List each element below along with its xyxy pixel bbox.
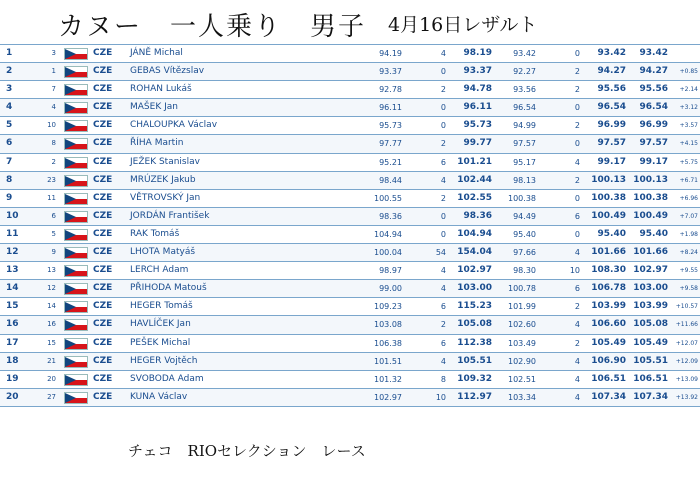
rank-cell: 12 <box>6 247 19 258</box>
czech-flag-icon <box>64 138 88 150</box>
run1-total: 112.38 <box>457 337 492 348</box>
run2-total: 99.17 <box>597 156 626 167</box>
run1-time: 103.08 <box>374 320 402 330</box>
run2-total: 106.90 <box>591 355 626 366</box>
run1-time: 98.36 <box>379 211 402 221</box>
run2-penalty: 0 <box>574 103 580 113</box>
best-result: 105.51 <box>633 355 668 366</box>
czech-flag-icon <box>64 338 88 350</box>
time-behind: +1.98 <box>679 230 698 238</box>
best-result: 105.08 <box>633 319 668 330</box>
rank-cell: 14 <box>6 283 19 294</box>
run2-time: 95.40 <box>513 229 536 239</box>
run2-time: 102.51 <box>508 374 536 384</box>
table-row <box>0 280 700 298</box>
run2-penalty: 4 <box>574 157 580 167</box>
run1-time: 104.94 <box>374 229 402 239</box>
table-row <box>0 298 700 316</box>
czech-flag-icon <box>64 319 88 331</box>
run1-time: 95.21 <box>379 157 402 167</box>
run1-penalty: 4 <box>440 49 446 58</box>
run2-time: 97.66 <box>513 248 536 258</box>
run2-penalty: 4 <box>574 374 580 384</box>
run1-penalty: 2 <box>440 139 446 149</box>
table-row <box>0 335 700 353</box>
footer-note: チェコ RIOセレクション レース <box>128 442 366 460</box>
rank-cell: 5 <box>6 120 13 131</box>
rank-cell: 1 <box>6 48 13 58</box>
run1-penalty: 6 <box>440 338 446 348</box>
run1-total: 109.32 <box>457 373 492 384</box>
rank-cell: 6 <box>6 138 13 149</box>
rank-cell: 4 <box>6 102 13 113</box>
run1-penalty: 2 <box>440 193 446 203</box>
czech-flag-icon <box>64 84 88 96</box>
rank-cell: 2 <box>6 66 13 77</box>
run2-total: 94.27 <box>597 66 626 77</box>
czech-flag-icon <box>64 211 88 223</box>
czech-flag-icon <box>64 175 88 187</box>
athlete-name: CHALOUPKA Václav <box>130 120 218 131</box>
run1-time: 101.51 <box>374 356 402 366</box>
rank-cell: 17 <box>6 337 19 348</box>
time-behind: +12.07 <box>675 339 698 347</box>
run2-total: 96.99 <box>597 120 626 131</box>
bib-number: 20 <box>47 374 56 383</box>
nation-code: CZE <box>93 337 113 348</box>
czech-flag-icon <box>64 48 88 60</box>
run2-penalty: 2 <box>574 338 580 348</box>
best-result: 100.49 <box>633 210 668 221</box>
run2-time: 92.27 <box>513 67 536 77</box>
run2-total: 100.49 <box>591 210 626 221</box>
run2-time: 93.56 <box>513 85 536 95</box>
run1-penalty: 4 <box>440 175 446 185</box>
best-result: 101.66 <box>633 247 668 258</box>
run2-penalty: 4 <box>574 320 580 330</box>
run2-time: 97.57 <box>513 139 536 149</box>
bib-number: 6 <box>51 211 56 220</box>
run1-penalty: 10 <box>435 392 446 402</box>
table-row <box>0 226 700 244</box>
run1-time: 99.00 <box>379 284 402 294</box>
best-result: 103.00 <box>633 283 668 294</box>
nation-code: CZE <box>93 120 113 131</box>
czech-flag-icon <box>64 356 88 368</box>
nation-code: CZE <box>93 48 113 58</box>
bib-number: 8 <box>51 139 56 148</box>
run1-penalty: 4 <box>440 356 446 366</box>
run2-penalty: 2 <box>574 67 580 77</box>
bib-number: 1 <box>51 67 56 76</box>
run1-total: 98.19 <box>463 48 492 58</box>
run2-penalty: 4 <box>574 356 580 366</box>
nation-code: CZE <box>93 102 113 113</box>
run2-time: 94.49 <box>513 211 536 221</box>
czech-flag-icon <box>64 66 88 78</box>
athlete-name: LERCH Adam <box>130 265 189 276</box>
time-behind: +3.12 <box>679 104 698 112</box>
bib-number: 5 <box>51 229 56 238</box>
run2-time: 98.13 <box>513 175 536 185</box>
run2-time: 93.42 <box>513 49 536 58</box>
table-row <box>0 117 700 135</box>
bib-number: 27 <box>47 392 56 401</box>
athlete-name: RAK Tomáš <box>130 228 180 239</box>
czech-flag-icon <box>64 102 88 114</box>
nation-code: CZE <box>93 174 113 185</box>
run2-penalty: 6 <box>574 211 580 221</box>
run1-time: 101.32 <box>374 374 402 384</box>
table-row <box>0 389 700 407</box>
run1-total: 112.97 <box>457 391 492 402</box>
run1-total: 102.55 <box>457 192 492 203</box>
time-behind: +6.71 <box>679 176 698 184</box>
run1-time: 96.11 <box>379 103 402 113</box>
time-behind: +6.96 <box>679 194 698 202</box>
time-behind: +10.57 <box>675 303 698 311</box>
table-row <box>0 63 700 81</box>
athlete-name: KUNA Václav <box>130 391 188 402</box>
nation-code: CZE <box>93 355 113 366</box>
run2-time: 95.17 <box>513 157 536 167</box>
czech-flag-icon <box>64 283 88 295</box>
run2-total: 106.51 <box>591 373 626 384</box>
best-result: 100.38 <box>633 192 668 203</box>
run1-time: 94.19 <box>379 49 402 58</box>
run1-total: 154.04 <box>457 247 492 258</box>
bib-number: 3 <box>51 49 56 57</box>
nation-code: CZE <box>93 210 113 221</box>
time-behind: +0.85 <box>679 68 698 76</box>
rank-cell: 7 <box>6 156 13 167</box>
athlete-name: JÁNĚ Michal <box>130 48 183 58</box>
run2-total: 93.42 <box>597 48 626 58</box>
run1-total: 98.36 <box>463 210 492 221</box>
best-result: 93.42 <box>639 48 668 58</box>
time-behind: +5.75 <box>679 158 698 166</box>
rank-cell: 9 <box>6 192 13 203</box>
run1-total: 94.78 <box>463 84 492 95</box>
rank-cell: 18 <box>6 355 19 366</box>
bib-number: 7 <box>51 85 56 94</box>
run1-penalty: 0 <box>440 103 446 113</box>
time-behind: +8.24 <box>679 249 698 257</box>
best-result: 99.17 <box>639 156 668 167</box>
bib-number: 2 <box>51 157 56 166</box>
nation-code: CZE <box>93 84 113 95</box>
run2-total: 101.66 <box>591 247 626 258</box>
rank-cell: 10 <box>6 210 19 221</box>
run1-time: 100.55 <box>374 193 402 203</box>
table-row <box>0 99 700 117</box>
run1-total: 105.51 <box>457 355 492 366</box>
athlete-name: HEGER Tomáš <box>130 301 193 312</box>
rank-cell: 16 <box>6 319 19 330</box>
best-result: 94.27 <box>639 66 668 77</box>
czech-flag-icon <box>64 120 88 132</box>
run2-penalty: 10 <box>569 266 580 276</box>
run2-penalty: 2 <box>574 175 580 185</box>
run1-penalty: 54 <box>435 248 446 258</box>
athlete-name: ROHAN Lukáš <box>130 84 192 95</box>
nation-code: CZE <box>93 283 113 294</box>
run2-time: 103.34 <box>508 392 536 402</box>
rank-cell: 15 <box>6 301 19 312</box>
run2-time: 102.90 <box>508 356 536 366</box>
run2-penalty: 0 <box>574 49 580 58</box>
nation-code: CZE <box>93 156 113 167</box>
athlete-name: HEGER Vojtěch <box>130 355 198 366</box>
run1-total: 101.21 <box>457 156 492 167</box>
run1-total: 105.08 <box>457 319 492 330</box>
run1-time: 98.44 <box>379 175 402 185</box>
table-row <box>0 154 700 172</box>
nation-code: CZE <box>93 301 113 312</box>
nation-code: CZE <box>93 192 113 203</box>
run1-penalty: 8 <box>440 374 446 384</box>
run2-penalty: 2 <box>574 85 580 95</box>
best-result: 107.34 <box>633 391 668 402</box>
run1-penalty: 2 <box>440 320 446 330</box>
nation-code: CZE <box>93 66 113 77</box>
bib-number: 9 <box>51 248 56 257</box>
run1-penalty: 6 <box>440 157 446 167</box>
nation-code: CZE <box>93 319 113 330</box>
athlete-name: JEŽEK Stanislav <box>130 156 200 167</box>
time-behind: +13.09 <box>675 375 698 383</box>
run2-total: 100.38 <box>591 192 626 203</box>
czech-flag-icon <box>64 229 88 241</box>
time-behind: +2.14 <box>679 86 698 94</box>
run1-time: 102.97 <box>374 392 402 402</box>
rank-cell: 19 <box>6 373 19 384</box>
run2-time: 94.99 <box>513 121 536 131</box>
run2-total: 95.56 <box>597 84 626 95</box>
results-table <box>0 44 700 407</box>
nation-code: CZE <box>93 391 113 402</box>
run1-total: 103.00 <box>457 283 492 294</box>
run2-total: 105.49 <box>591 337 626 348</box>
athlete-name: ŘÍHA Martin <box>130 138 184 149</box>
run1-penalty: 4 <box>440 266 446 276</box>
best-result: 100.13 <box>633 174 668 185</box>
nation-code: CZE <box>93 265 113 276</box>
czech-flag-icon <box>64 157 88 169</box>
czech-flag-icon <box>64 392 88 404</box>
run1-total: 102.44 <box>457 174 492 185</box>
nation-code: CZE <box>93 138 113 149</box>
page-title: カヌー 一人乗り 男子 <box>58 12 367 42</box>
run1-time: 98.97 <box>379 266 402 276</box>
table-row <box>0 244 700 262</box>
run2-penalty: 4 <box>574 392 580 402</box>
best-result: 96.54 <box>639 102 668 113</box>
run2-time: 103.49 <box>508 338 536 348</box>
run1-penalty: 6 <box>440 302 446 312</box>
run2-penalty: 4 <box>574 248 580 258</box>
best-result: 106.51 <box>633 373 668 384</box>
run2-time: 100.78 <box>508 284 536 294</box>
run1-time: 95.73 <box>379 121 402 131</box>
best-result: 97.57 <box>639 138 668 149</box>
run2-total: 100.13 <box>591 174 626 185</box>
nation-code: CZE <box>93 228 113 239</box>
run1-total: 96.11 <box>463 102 492 113</box>
time-behind: +12.09 <box>675 357 698 365</box>
run1-penalty: 0 <box>440 121 446 131</box>
run2-penalty: 0 <box>574 193 580 203</box>
time-behind: +3.57 <box>679 122 698 130</box>
best-result: 96.99 <box>639 120 668 131</box>
nation-code: CZE <box>93 247 113 258</box>
run1-penalty: 0 <box>440 211 446 221</box>
run2-penalty: 0 <box>574 229 580 239</box>
time-behind: +9.58 <box>679 285 698 293</box>
run1-total: 115.23 <box>457 301 492 312</box>
run1-time: 106.38 <box>374 338 402 348</box>
athlete-name: PŘIHODA Matouš <box>130 283 207 294</box>
run2-total: 108.30 <box>591 265 626 276</box>
table-row <box>0 135 700 153</box>
best-result: 103.99 <box>633 301 668 312</box>
table-row <box>0 316 700 334</box>
table-row <box>0 262 700 280</box>
best-result: 95.56 <box>639 84 668 95</box>
run1-penalty: 0 <box>440 229 446 239</box>
best-result: 105.49 <box>633 337 668 348</box>
table-row <box>0 45 700 63</box>
run2-total: 106.78 <box>591 283 626 294</box>
athlete-name: PEŠEK Michal <box>130 337 191 348</box>
run1-penalty: 2 <box>440 85 446 95</box>
athlete-name: VĚTROVSKÝ Jan <box>130 192 201 203</box>
run1-time: 109.23 <box>374 302 402 312</box>
table-row <box>0 172 700 190</box>
run1-time: 93.37 <box>379 67 402 77</box>
athlete-name: MAŠEK Jan <box>130 102 178 113</box>
bib-number: 14 <box>47 302 56 311</box>
athlete-name: SVOBODA Adam <box>130 373 204 384</box>
bib-number: 10 <box>47 121 56 130</box>
bib-number: 13 <box>47 266 56 275</box>
run2-time: 101.99 <box>508 302 536 312</box>
bib-number: 12 <box>47 284 56 293</box>
run1-total: 102.97 <box>457 265 492 276</box>
run2-total: 95.40 <box>597 228 626 239</box>
rank-cell: 20 <box>6 391 19 402</box>
run2-penalty: 6 <box>574 284 580 294</box>
czech-flag-icon <box>64 193 88 205</box>
czech-flag-icon <box>64 301 88 313</box>
run1-time: 100.04 <box>374 248 402 258</box>
time-behind: +13.92 <box>675 393 698 401</box>
czech-flag-icon <box>64 265 88 277</box>
run2-total: 103.99 <box>591 301 626 312</box>
bib-number: 11 <box>47 193 56 202</box>
bib-number: 23 <box>47 175 56 184</box>
run2-time: 100.38 <box>508 193 536 203</box>
czech-flag-icon <box>64 374 88 386</box>
table-row <box>0 371 700 389</box>
time-behind: +4.15 <box>679 140 698 148</box>
run1-total: 95.73 <box>463 120 492 131</box>
athlete-name: GEBAS Vítězslav <box>130 66 205 77</box>
results-date-label: 4月16日レザルト <box>388 14 538 36</box>
best-result: 102.97 <box>633 265 668 276</box>
run2-penalty: 2 <box>574 302 580 312</box>
time-behind: +11.66 <box>675 321 698 329</box>
run2-time: 98.30 <box>513 266 536 276</box>
table-row <box>0 353 700 371</box>
run1-penalty: 4 <box>440 284 446 294</box>
bib-number: 16 <box>47 320 56 329</box>
nation-code: CZE <box>93 373 113 384</box>
run2-total: 97.57 <box>597 138 626 149</box>
athlete-name: LHOTA Matyáš <box>130 247 196 258</box>
run2-penalty: 0 <box>574 139 580 149</box>
athlete-name: HAVLÍČEK Jan <box>130 319 191 330</box>
best-result: 95.40 <box>639 228 668 239</box>
run2-total: 106.60 <box>591 319 626 330</box>
run2-total: 107.34 <box>591 391 626 402</box>
bib-number: 4 <box>51 103 56 112</box>
run2-time: 102.60 <box>508 320 536 330</box>
rank-cell: 11 <box>6 228 19 239</box>
run1-total: 104.94 <box>457 228 492 239</box>
rank-cell: 3 <box>6 84 13 95</box>
run1-penalty: 0 <box>440 67 446 77</box>
rank-cell: 8 <box>6 174 13 185</box>
rank-cell: 13 <box>6 265 19 276</box>
bib-number: 21 <box>47 356 56 365</box>
run1-time: 92.78 <box>379 85 402 95</box>
table-row <box>0 81 700 99</box>
run1-total: 93.37 <box>463 66 492 77</box>
time-behind: +9.55 <box>679 267 698 275</box>
czech-flag-icon <box>64 247 88 259</box>
run1-total: 99.77 <box>463 138 492 149</box>
run2-time: 96.54 <box>513 103 536 113</box>
time-behind: +7.07 <box>679 212 698 220</box>
table-row <box>0 208 700 226</box>
athlete-name: JORDÁN František <box>130 210 210 221</box>
run2-total: 96.54 <box>597 102 626 113</box>
run2-penalty: 2 <box>574 121 580 131</box>
table-row <box>0 190 700 208</box>
athlete-name: MRÚZEK Jakub <box>130 174 196 185</box>
bib-number: 15 <box>47 338 56 347</box>
run1-time: 97.77 <box>379 139 402 149</box>
